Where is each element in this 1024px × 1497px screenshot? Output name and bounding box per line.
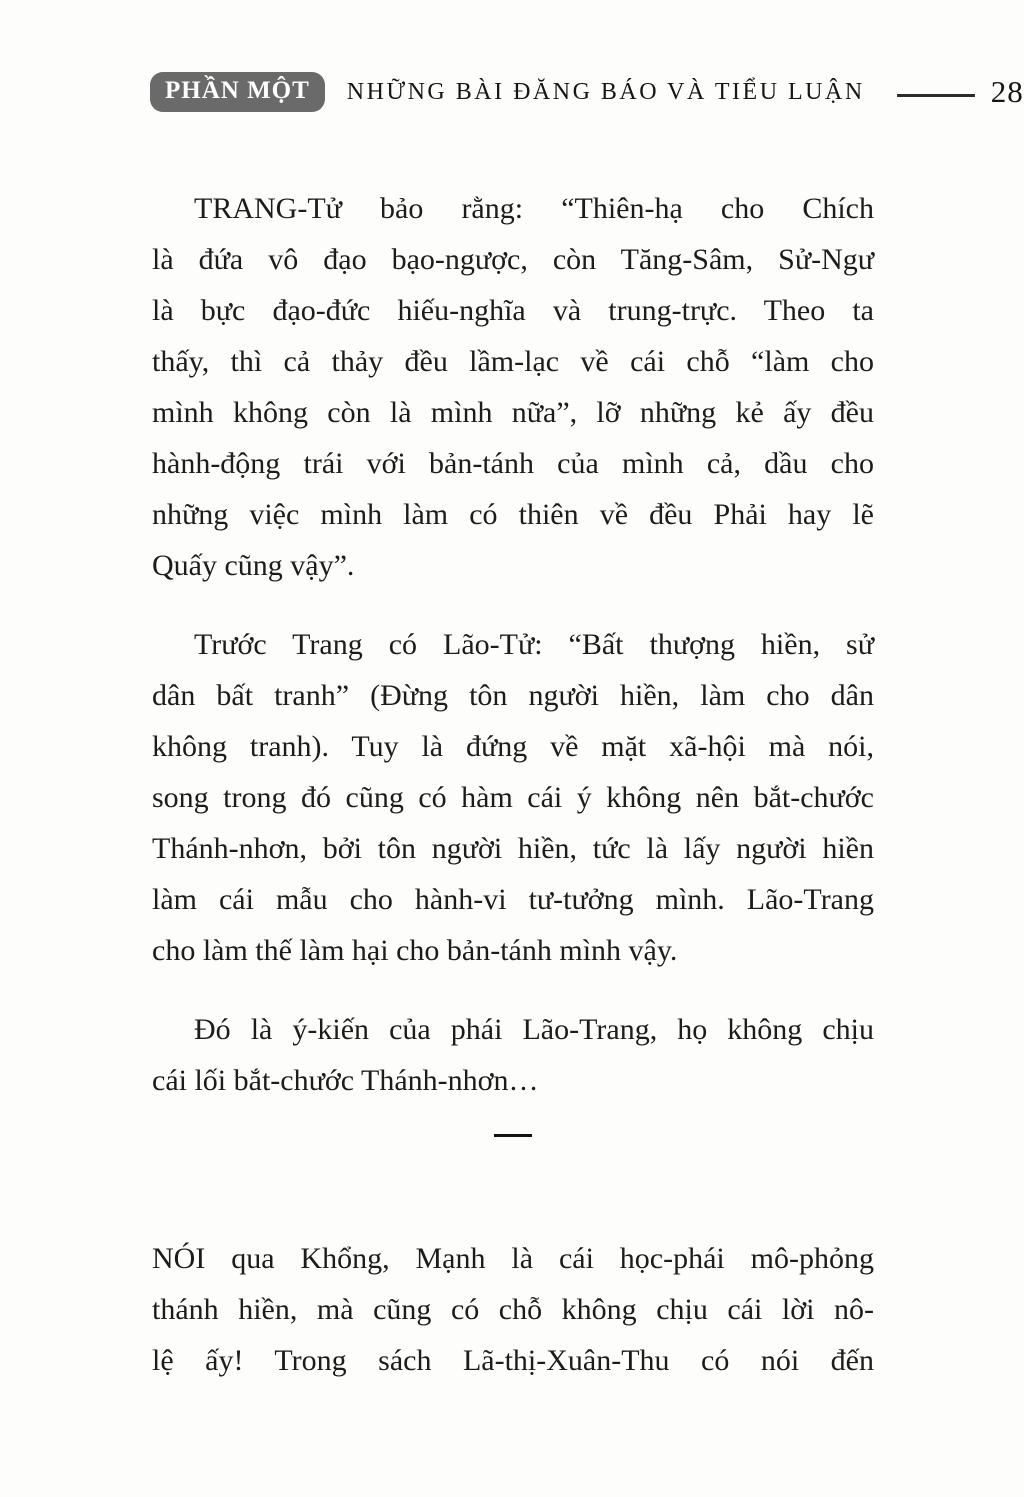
text-line: là đứa vô đạo bạo-ngược, còn Tăng-Sâm, Sử-Ngư xyxy=(152,243,874,276)
text-line: song trong đó cũng có hàm cái ý không nên bắt-chước xyxy=(152,781,874,814)
text-line: làm cái mẫu cho hành-vi tư-tưởng mình. Lão-Trang xyxy=(152,883,874,916)
page-body xyxy=(152,183,874,1414)
text-line: cái lối bắt-chước Thánh-nhơn… xyxy=(152,1064,539,1097)
text-line: là bực đạo-đức hiếu-nghĩa và trung-trực. Theo ta xyxy=(152,294,874,327)
text-line: Trước Trang có Lão-Tử: “Bất thượng hiền, sử xyxy=(194,628,874,661)
paragraph xyxy=(152,1004,874,1106)
paragraph xyxy=(152,619,874,976)
text-line: những việc mình làm có thiên về đều Phải hay lẽ xyxy=(152,498,874,531)
text-line: TRANG-Tử bảo rằng: “Thiên-hạ cho Chích xyxy=(194,192,874,225)
page-header xyxy=(150,72,1024,112)
text-line: thánh hiền, mà cũng có chỗ không chịu cái lời nô- xyxy=(152,1293,874,1326)
separator-dash xyxy=(494,1134,532,1137)
text-line: mình không còn là mình nữa”, lỡ những kẻ ấy đều xyxy=(152,396,874,429)
header-rule xyxy=(897,94,975,97)
text-line: Quấy cũng vậy”. xyxy=(152,549,355,582)
text-line: thấy, thì cả thảy đều lầm-lạc về cái chỗ “làm cho xyxy=(152,345,874,378)
paragraph xyxy=(152,1233,874,1386)
text-line: lệ ấy! Trong sách Lã-thị-Xuân-Thu có nói đến xyxy=(152,1344,874,1377)
text-line: cho làm thế làm hại cho bản-tánh mình vậy. xyxy=(152,934,678,967)
section-separator xyxy=(152,1134,874,1137)
paragraph xyxy=(152,183,874,591)
text-line: không tranh). Tuy là đứng về mặt xã-hội mà nói, xyxy=(152,730,874,763)
text-line: Thánh-nhơn, bởi tôn người hiền, tức là lấy người hiền xyxy=(152,832,874,865)
text-line: Đó là ý-kiến của phái Lão-Trang, họ không chịu xyxy=(194,1013,874,1046)
text-line: NÓI qua Khổng, Mạnh là cái học-phái mô-phỏng xyxy=(152,1242,874,1275)
text-line: hành-động trái với bản-tánh của mình cả, dầu cho xyxy=(152,447,874,480)
section-badge: PHẦN MỘT xyxy=(150,72,325,112)
text-line: dân bất tranh” (Đừng tôn người hiền, làm cho dân xyxy=(152,679,874,712)
page-number: 28 xyxy=(990,74,1024,109)
running-title: NHỮNG BÀI ĐĂNG BÁO VÀ TIỂU LUẬN xyxy=(346,78,865,105)
